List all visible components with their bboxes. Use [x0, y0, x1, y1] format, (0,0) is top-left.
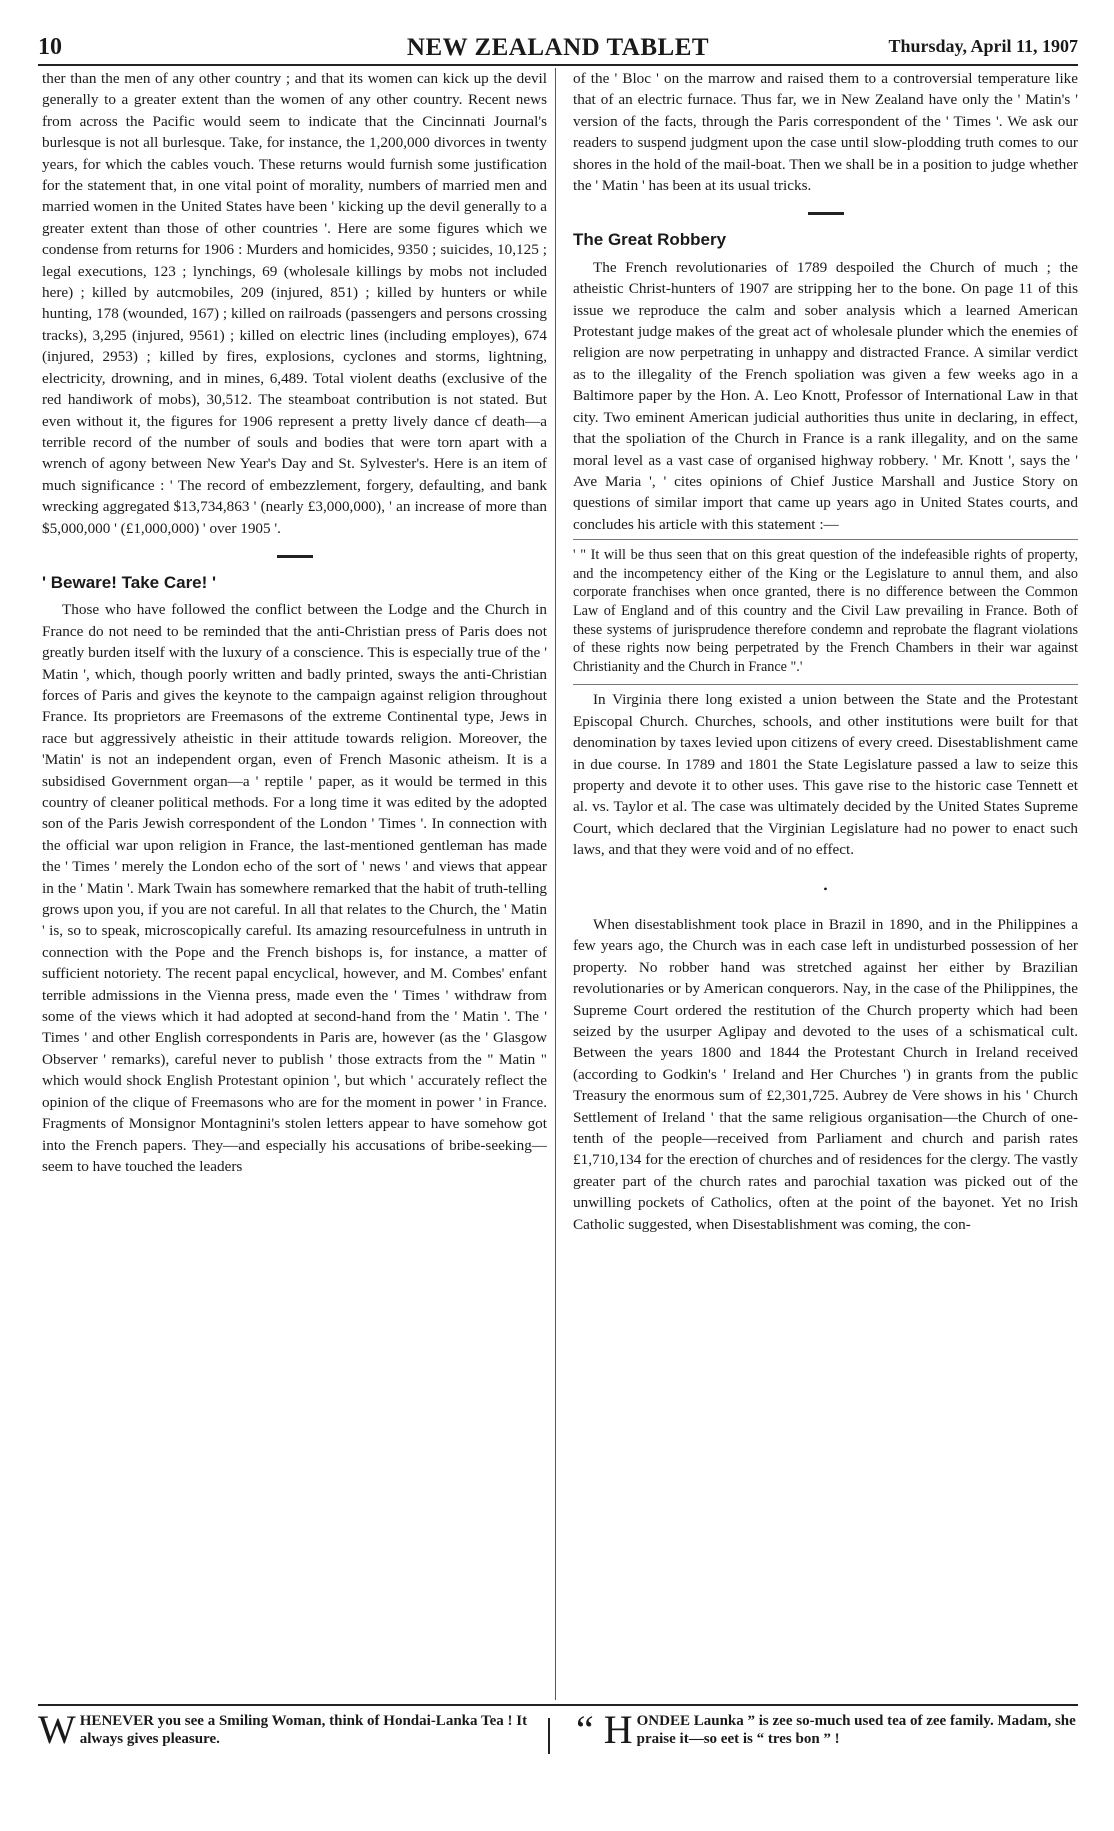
page-number: 10 — [38, 34, 62, 60]
heading-beware-take-care: ' Beware! Take Care! ' — [42, 572, 217, 592]
masthead-title: NEW ZEALAND TABLET — [406, 34, 710, 61]
advertisement-strip — [38, 1704, 1078, 1764]
block-quote: ' " It will be thus seen that on this great question of the indefeasible rights of property, and the incompetency either of the King or the Legislature to annul them, and also corporate franchises when once granted, there is no difference between the Common Law of England and of this country and the Civil Law prevailing in France. Both of these systems of jurisprudence therefore condemn and reprobate the flagrant violations of these rights now being perpetrated by the French Chambers in their war against Christianity and the Church in France ".' — [573, 547, 1078, 675]
section-divider — [808, 212, 844, 215]
heading-great-robbery: The Great Robbery — [573, 230, 727, 250]
left-column — [42, 68, 547, 1700]
ad-separator — [548, 1718, 550, 1754]
header-rule — [38, 64, 1078, 66]
column-divider — [555, 68, 556, 1700]
ad-text: HENEVER you see a Smiling Woman, think of Hondai-Lanka Tea ! It always gives pleasure. — [79, 1713, 528, 1747]
right-paragraph-3: In Virginia there long existed a union between the State and the Protestant Episcopal Church. Churches, schools, and other institutions were built for that denomination by taxes levied upon citizens of every creed. Disestablishment came in due course. In 1789 and 1801 the State Legislature passed a law to seize this property and devote it to other uses. This gave rise to the historic case Tennett et al. vs. Taylor et al. The case was ultimately decided by the United States Supreme Court, which declared that the Virginian Legislature had no power to enact such laws, and that they were void and of no effect. — [573, 691, 1078, 859]
left-paragraph-2: Those who have followed the conflict between the Lodge and the Church in France do not need to be reminded that the anti-Christian press of Paris does not greatly burden itself with the luxury of a conscience. This is especially true of the ' Matin ', which, though poorly written and badly printed, sways the anti-Christian forces of Paris and gives the keynote to the campaign against religion throughout France. Its proprietors are Freemasons of the extreme Continental type, Jews in race but aggressively atheistic in their attitude towards religion. Moreover, the 'Matin' is not an independent organ, even of French Masonic atheism. It is a subsidised Government organ—a ' reptile ' paper, as it would be termed in this country of cleaner political methods. For a long time it was edited by the adopted son of the Paris Jewish correspondent of the London ' Times '. In connection with the official war upon religion in France, the last-mentioned gentleman has made the ' Times ' merely the London echo of the sort of ' news ' and views that appear in the ' Matin '. Mark Twain has somewhere remarked that the habit of truth-telling grows upon you, if you are not careful. In all that relates to the Church, the ' Matin ' is, so to speak, microscopically careful. Its amazing resourcefulness in untruth in connection with the Pope and the French bishops is, for instance, a matter of sufficient notoriety. The recent papal encyclical, however, and M. Combes' enfant terrible admissions in the Vienna press, made even the ' Times ' withdraw from some of the views which it had adopted at second-hand from the ' Matin '. The ' Times ' and other English correspondents in Paris are, however (as the ' Glasgow Observer ' remarks), careful never to publish ' those extracts from the " Matin " which would shock English Protestant opinion ', but which ' accurately reflect the opinion of the clique of Freemasons who are for the moment in power ' in France. Fragments of Monsignor Montagnini's stolen letters appear to have somehow got into the French papers. They—and especially his accusations of bribe-seeking—seem to have touched the leaders — [42, 601, 547, 1175]
section-divider — [277, 555, 313, 558]
right-paragraph-2: The French revolutionaries of 1789 despoiled the Church of much ; the atheistic Christ-hunters of 1907 are stripping her to the bone. On page 11 of this issue we reproduce the calm and sober analysis which a learned American Protestant judge makes of the great act of wholesale plunder which the enemies of religion are now perpetrating in unhappy and distracted France. A similar verdict as to the illegality of the French spoliation was given a few weeks ago in a Baltimore paper by the Hon. A. Leo Knott, Professor of International Law in that city. Two eminent American judicial authorities thus unite in declaring, in effect, that the spoliation of the Church in France is a rank illegality, and on the same moral level as a vast case of organised highway robbery. ' Mr. Knott ', says the ' Ave Maria ', ' cites opinions of Chief Justice Marshall and Justice Story on questions of similar import that came up years ago in United States courts, and concludes his article with this statement :— — [573, 258, 1078, 533]
ad-rule — [38, 1704, 1078, 1706]
right-paragraph-1: of the ' Bloc ' on the marrow and raised them to a controversial temperature like that of an electric furnace. Thus far, we in New Zealand have only the ' Matin's ' version of the facts, through the Paris correspondent of the ' Times '. We ask our readers to suspend judgment upon the case until slow-plodding truth comes to our shores in the hold of the mail-boat. Then we shall be in a position to judge whether the ' Matin ' has been at its usual tricks. — [573, 70, 1078, 195]
left-paragraph-1: ther than the men of any other country ; and that its women can kick up the devil generally to a greater extent than the women of any other country. Recent news from across the Pacific would seem to indicate that the Cincinnati Journal's burlesque is not all burlesque. Take, for instance, the 1,200,000 divorces in twenty years, for which the cables vouch. These returns would furnish some justification for the statement that, in one vital point of morality, numbers of married men and married women in the United States have been ' kicking up the devil generally to a greater extent than those of other countries '. Here are some figures which we condense from returns for 1906 : Murders and homicides, 9350 ; suicides, 10,125 ; legal executions, 123 ; lynchings, 69 (wholesale killings by mobs not included here) ; killed by autcmobiles, 209 (injured, 851) ; killed by hunters or while hunting, 178 (wounded, 167) ; killed on railroads (passengers and persons crossing tracks), 3,295 (injured, 9561) ; killed on electric lines (including employes), 674 (injured, 2953) ; killed by fires, explosions, cyclones and storms, lightning, electricity, drowning, and in mines, 6,489. Total violent deaths (exclusive of the red handiwork of mobs), 30,512. The steamboat contribution is not stated. But even without it, the figures for 1906 represent a pretty lively dance cf death—a terrible record of the number of souls and bodies that were torn apart with a wrench of agony between New Year's Day and St. Sylvester's. Here is an item of much significance : ' The record of embezzlement, forgery, defaulting, and bank wrecking aggregated $13,734,863 ' (nearly £3,000,000), ' an increase of more than $5,000,000 ' (£1,000,000) ' over 1905 '. — [42, 70, 547, 537]
issue-date: Thursday, April 11, 1907 — [888, 36, 1078, 56]
quote-rule-bottom — [573, 684, 1078, 685]
ad-drop-initial: “ H — [576, 1707, 633, 1752]
section-ornament: • — [823, 881, 828, 896]
quote-rule-top — [573, 539, 1078, 540]
advertisement-hondee-launka — [576, 1707, 1076, 1752]
right-column — [573, 68, 1078, 1700]
page-header — [38, 34, 1078, 60]
ad-drop-initial: W — [38, 1707, 76, 1752]
ad-text: ONDEE Launka ” is zee so-much used tea of zee family. Madam, she praise it—so eet is “ tres bon ” ! — [636, 1713, 1076, 1747]
right-paragraph-4: When disestablishment took place in Brazil in 1890, and in the Philippines a few years ago, the Church was in each case left in undisturbed possession of her property. No robber hand was stretched against her either by Brazilian revolutionaries or by American conquerors. Nay, in the case of the Philippines, the Supreme Court ordered the restitution of the Church property which had been seized by the usurper Aglipay and devoted to the uses of a schismatical cult. Between the years 1800 and 1844 the Protestant Church in Ireland received (according to Godkin's ' Ireland and Her Churches ') in grants from the public Treasury the enormous sum of £2,301,725. Aubrey de Vere shows in his ' Church Settlement of Ireland ' that the same religious organisation—the Church of one-tenth of the people—received from Parliament and church and parish rates £1,710,134 for the erection of churches and of residences for the clergy. The vastly greater part of the church rates and parochial taxation was picked out of the unwilling pockets of Catholics, often at the point of the bayonet. Yet no Irish Catholic suggested, when Disestablishment was coming, the con- — [573, 915, 1078, 1233]
advertisement-hondai-lanka — [38, 1707, 538, 1752]
